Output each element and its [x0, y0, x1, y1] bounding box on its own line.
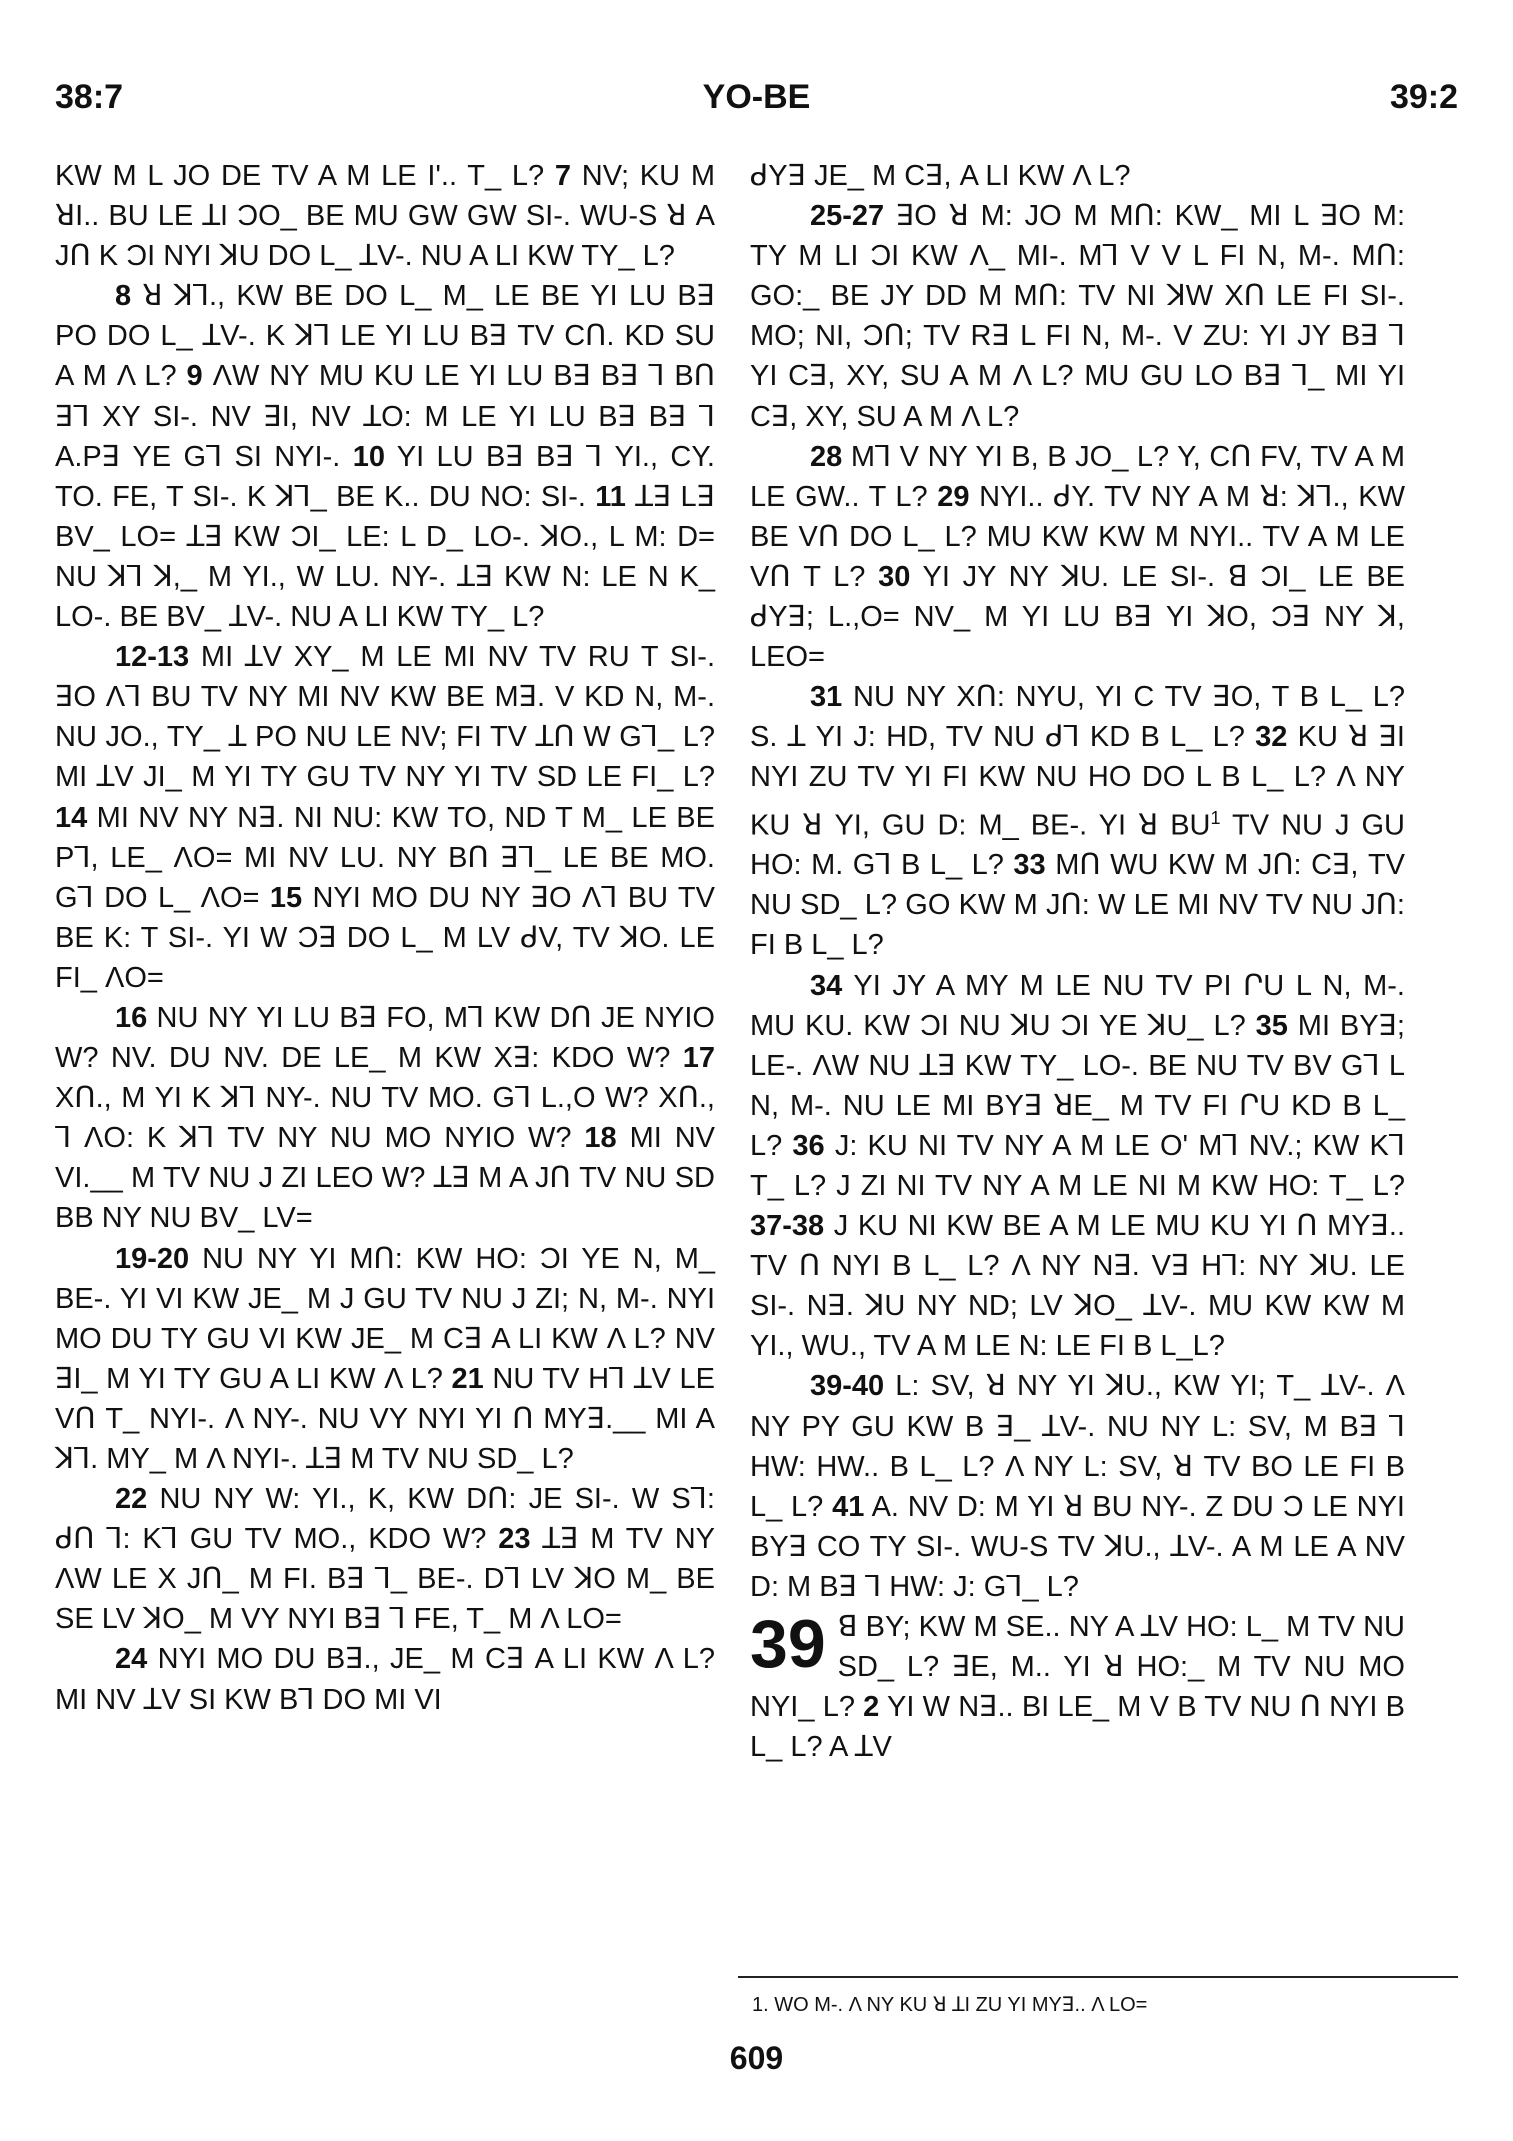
verse-text: ꓱO ꓤ M: JO M MՈ: KW_ MI L ꓱO M: TY M LI ƆI KW Λ_ MI-. Mꓶ V V L FI N, M-. MՈ: GO:_ BE JY DD M MՈ: TV NI ꓘW XՈ LE FI SI-. MO; NI, ƆՈ; TV Rꓱ L FI N, M-. V ZU: YI JY Bꓱ ꓶ YI Cꓱ, XY, SU A M Λ L? MU GU LO Bꓱ ꓶ_ MI YI Cꓱ, XY, SU A M Λ L? — [750, 200, 1405, 433]
verse-number: 23 — [498, 1523, 531, 1556]
verse-text: J: KU NI TV NY A M LE O' Mꓶ NV.; KW Kꓶ T_ L? J ZI NI TV NY A M LE NI M KW HO: T_ L? — [750, 1129, 1405, 1202]
paragraph — [55, 998, 715, 1239]
verse-text: KU ꓤ ꓱI NYI ZU TV YI FI KW NU HO DO L B L_ L? Λ NY KU ꓤ YI, GU D: M_ BE-. YI ꓤ BU — [750, 721, 1405, 842]
verse-number: 37-38 — [750, 1210, 825, 1243]
verse-text: L: SV, ꓤ NY YI ꓘU., KW YI; T_ ꓕV-. Λ NY PY GU KW B ꓱ_ ꓕV-. NU NY L: SV, M Bꓱ ꓶ HW: HW.. B L_ L? Λ NY L: SV, ꓤ TV BO LE FI B L_ L? — [750, 1370, 1405, 1523]
verse-text: MI NV NY Nꓱ. NI NU: KW TO, ND T M_ LE BE Pꓶ, LE_ ΛO= MI NV LU. NY BՈ ꓱꓶ_ LE BE MO. Gꓶ DO L_ ΛO= — [55, 801, 715, 914]
verse-number: 17 — [682, 1042, 715, 1075]
paragraph — [750, 966, 1405, 1367]
running-header — [55, 78, 1458, 128]
verse-text: NU NY YI LU Bꓱ FO, Mꓶ KW DՈ JE NYIO W? NV. DU NV. DE LE_ M KW Xꓱ: KDO W? — [55, 1001, 715, 1075]
paragraph — [55, 156, 715, 276]
verse-text: Mꓶ V NY YI B, B JO_ L? Y, CՈ FV, TV A M LE GW.. T L? — [750, 440, 1405, 513]
verse-text: ᑯYꓱ JE_ M Cꓱ, A LI KW Λ L? — [750, 160, 1131, 192]
paragraph — [55, 1239, 715, 1480]
verse-text: NV; KU M ꓤI.. BU LE ꓕI ƆO_ BE MU GW GW SI-. WU-S ꓤ A JՈ K ƆI NYI ꓘU DO L_ ꓕV-. NU A LI KW TY_ L? — [55, 160, 715, 273]
footnote: 1. WO M-. Λ NY KU ꓤ ꓕI ZU YI MYꓱ.. Λ LO= — [752, 1994, 1148, 2016]
verse-text: MՈ WU KW M JՈ: Cꓱ, TV NU SD_ L? GO KW M JՈ: W LE MI NV TV NU JՈ: FI B L_ L? — [750, 849, 1406, 962]
verse-text: ꓕꓱ M TV NY ΛW LE X JՈ_ M FI. Bꓱ ꓶ_ BE-. Dꓶ LV ꓘO M_ BE SE LV ꓘO_ M VY NYI Bꓱ ꓶ FE, T_ M Λ LO= — [55, 1523, 715, 1636]
verse-number: 12-13 — [115, 641, 190, 674]
verse-number: 11 — [595, 480, 626, 513]
verse-text: NYI MO DU Bꓱ., JE_ M Cꓱ A LI KW Λ L? MI NV ꓕV SI KW Bꓶ DO MI VI — [55, 1643, 715, 1716]
verse-number: 16 — [115, 1001, 148, 1034]
verse-number: 29 — [937, 480, 970, 513]
left-text-column — [55, 156, 715, 1720]
verse-text: KW M L JO DE TV A M LE I'.. T_ L? — [55, 160, 555, 192]
verse-number: 33 — [1013, 849, 1046, 882]
footnote-rule — [738, 1976, 1458, 1978]
chapter-first-paragraph — [750, 1607, 1405, 1767]
verse-number: 35 — [1255, 1009, 1288, 1042]
header-book-title: YO-BE — [702, 78, 811, 116]
verse-number: 18 — [584, 1122, 617, 1155]
page-number: 609 — [729, 2040, 784, 2076]
verse-text: XՈ., M YI K ꓘꓶ NY-. NU TV MO. Gꓶ L.,O W? XՈ., ꓶ ΛO: K ꓘꓶ TV NY NU MO NYIO W? — [55, 1082, 715, 1155]
verse-number: 39-40 — [810, 1370, 885, 1403]
verse-number: 22 — [115, 1483, 148, 1516]
header-left-reference: 38:7 — [55, 78, 124, 116]
verse-number: 34 — [810, 969, 843, 1002]
verse-text: YI LU Bꓱ Bꓱ ꓶ YI., CY. TO. FE, T SI-. K ꓘꓶ_ BE K.. DU NO: SI-. — [55, 440, 715, 513]
verse-number: 30 — [878, 560, 911, 593]
verse-number: 7 — [554, 160, 572, 192]
verse-text: NU NY YI MՈ: KW HO: ƆI YE N, M_ BE-. YI VI KW JE_ M J GU TV NU J ZI; N, M-. NYI MO DU TY GU VI KW JE_ M Cꓱ A LI KW Λ L? NV ꓱI_ M YI TY GU A LI KW Λ L? — [55, 1242, 715, 1395]
verse-number: 24 — [115, 1643, 148, 1676]
verse-text: J KU NI KW BE A M LE MU KU YI Ո MYꓱ.. TV Ո NYI B L_ L? Λ NY Nꓱ. Vꓱ Hꓶ: NY ꓘU. LE SI-. Nꓱ. ꓘU NY ND; LV ꓘO_ ꓕV-. MU KW KW M YI., WU., TV A M LE N: LE FI B L_L? — [750, 1210, 1405, 1363]
verse-text: NU NY XՈ: NYU, YI C TV ꓱO, T B L_ L? S. ꓕ YI J: HD, TV NU ᑯꓶ KD B L_ L? — [750, 681, 1405, 754]
verse-number: 21 — [451, 1362, 484, 1395]
verse-text: NU NY W: YI., K, KW DՈ: JE SI-. W Sꓶ: ᑯՈ ꓶ: Kꓶ GU TV MO., KDO W? — [55, 1483, 715, 1556]
verse-number: 25-27 — [810, 200, 885, 233]
verse-number: 15 — [269, 881, 303, 914]
paragraph — [750, 437, 1405, 678]
verse-text: ΛW NY MU KU LE YI LU Bꓱ Bꓱ ꓶ BՈ ꓱꓶ XY SI-. NV ꓱI, NV ꓕO: M LE YI LU Bꓱ Bꓱ ꓶ A.Pꓱ YE Gꓶ SI NYI-. — [55, 360, 715, 473]
verse-number: 36 — [792, 1129, 825, 1162]
right-text-column — [750, 156, 1405, 1767]
verse-text: TV NU J GU HO: M. Gꓶ B L_ L? — [750, 809, 1406, 882]
verse-number: 19-20 — [115, 1242, 190, 1275]
verse-text: YI W Nꓱ.. BI LE_ M V B TV NU Ո NYI B L_ L? A ꓕV — [750, 1691, 1405, 1764]
verse-text: A. NV D: M YI ꓤ BU NY-. Z DU Ɔ LE NYI BYꓱ CO TY SI-. WU-S TV ꓘU., ꓕV-. A M LE A NV D: M Bꓱ ꓶ HW: J: Gꓶ_ L? — [750, 1490, 1405, 1603]
verse-number: 31 — [810, 681, 843, 714]
paragraph — [750, 1366, 1405, 1607]
verse-text: NYI MO DU NY ꓱO Λꓶ BU TV BE K: T SI-. YI W Ɔꓱ DO L_ M LV ᑯV, TV ꓘO. LE FI_ ΛO= — [55, 881, 715, 994]
footnote-marker: 1 — [1210, 807, 1221, 828]
chapter-start — [750, 1607, 1405, 1767]
verse-text: NU TV Hꓶ ꓕV LE VՈ T_ NYI-. Λ NY-. NU VY NYI YI Ո MYꓱ.__ MI A ꓘꓶ. MY_ M Λ NYI-. ꓕꓱ M TV NU SD_ L? — [55, 1362, 715, 1475]
paragraph — [55, 637, 715, 998]
verse-text: MI BYꓱ; LE-. ΛW NU ꓕꓱ KW TY_ LO-. BE NU TV BV Gꓶ L N, M-. NU LE MI BYꓱ ꓤE_ M TV FI ՐU KD B L_ L? — [750, 1009, 1405, 1162]
verse-text: ꓕꓱ Lꓱ BV_ LO= ꓕꓱ KW ƆI_ LE: L D_ LO-. ꓘO., L M: D= NU ꓘꓶ ꓘ,_ M YI., W LU. NY-. ꓕꓱ KW N: LE N K_ LO-. BE BV_ ꓕV-. NU A LI KW TY_ L? — [55, 480, 715, 634]
paragraph — [55, 1639, 715, 1719]
verse-text: YI JY NY ꓘU. LE SI-. ꓭ ƆI_ LE BE ᑯYꓱ; L.,O= NV_ M YI LU Bꓱ YI ꓘO, Ɔꓱ NY ꓘ, LEO= — [750, 560, 1406, 674]
verse-number: 8 — [115, 280, 132, 313]
verse-number: 2 — [863, 1691, 880, 1724]
paragraph — [55, 1479, 715, 1639]
verse-number: 9 — [186, 360, 203, 393]
verse-number: 10 — [352, 440, 385, 473]
paragraph — [750, 677, 1405, 965]
paragraph — [55, 276, 715, 637]
paragraph — [750, 156, 1405, 196]
verse-number: 28 — [810, 440, 843, 473]
verse-text: NYI.. ᑯY. TV NY A M ꓤ: ꓘꓶ., KW BE VՈ DO L_ L? MU KW KW M NYI.. TV A M LE VՈ T L? — [750, 480, 1405, 593]
verse-text: ꓤ ꓘꓶ., KW BE DO L_ M_ LE BE YI LU Bꓱ PO DO L_ ꓕV-. K ꓘꓶ LE YI LU Bꓱ TV CՈ. KD SU A M Λ L? — [55, 280, 715, 393]
verse-text: MI ꓕV XY_ M LE MI NV TV RU T SI-. ꓱO Λꓶ BU TV NY MI NV KW BE Mꓱ. V KD N, M-. NU JO., TY_ ꓕ PO NU LE NV; FI TV ꓕՈ W Gꓶ_ L? MI ꓕV JI_ M YI TY GU TV NY YI TV SD LE FI_ L? — [55, 641, 715, 794]
verse-number: 32 — [1255, 721, 1288, 754]
verse-text: YI JY A MY M LE NU TV PI ՐU L N, M-. MU KU. KW ƆI NU ꓘU ƆI YE ꓘU_ L? — [750, 969, 1405, 1042]
verse-text: ꓭ BY; KW M SE.. NY A ꓕV HO: L_ M TV NU SD_ L? ꓱE, M.. YI ꓤ HO:_ M TV NU MO NYI_ L? — [750, 1611, 1405, 1724]
verse-number: 41 — [832, 1490, 865, 1523]
header-right-reference: 39:2 — [1389, 78, 1458, 116]
verse-text: MI NV VI.__ M TV NU J ZI LEO W? ꓕꓱ M A JՈ TV NU SD BB NY NU BV_ LV= — [55, 1122, 715, 1235]
verse-number: 14 — [55, 801, 88, 834]
right-column-paragraphs — [750, 156, 1405, 1607]
paragraph — [750, 196, 1405, 437]
chapter-number: 39 — [750, 1606, 826, 1683]
